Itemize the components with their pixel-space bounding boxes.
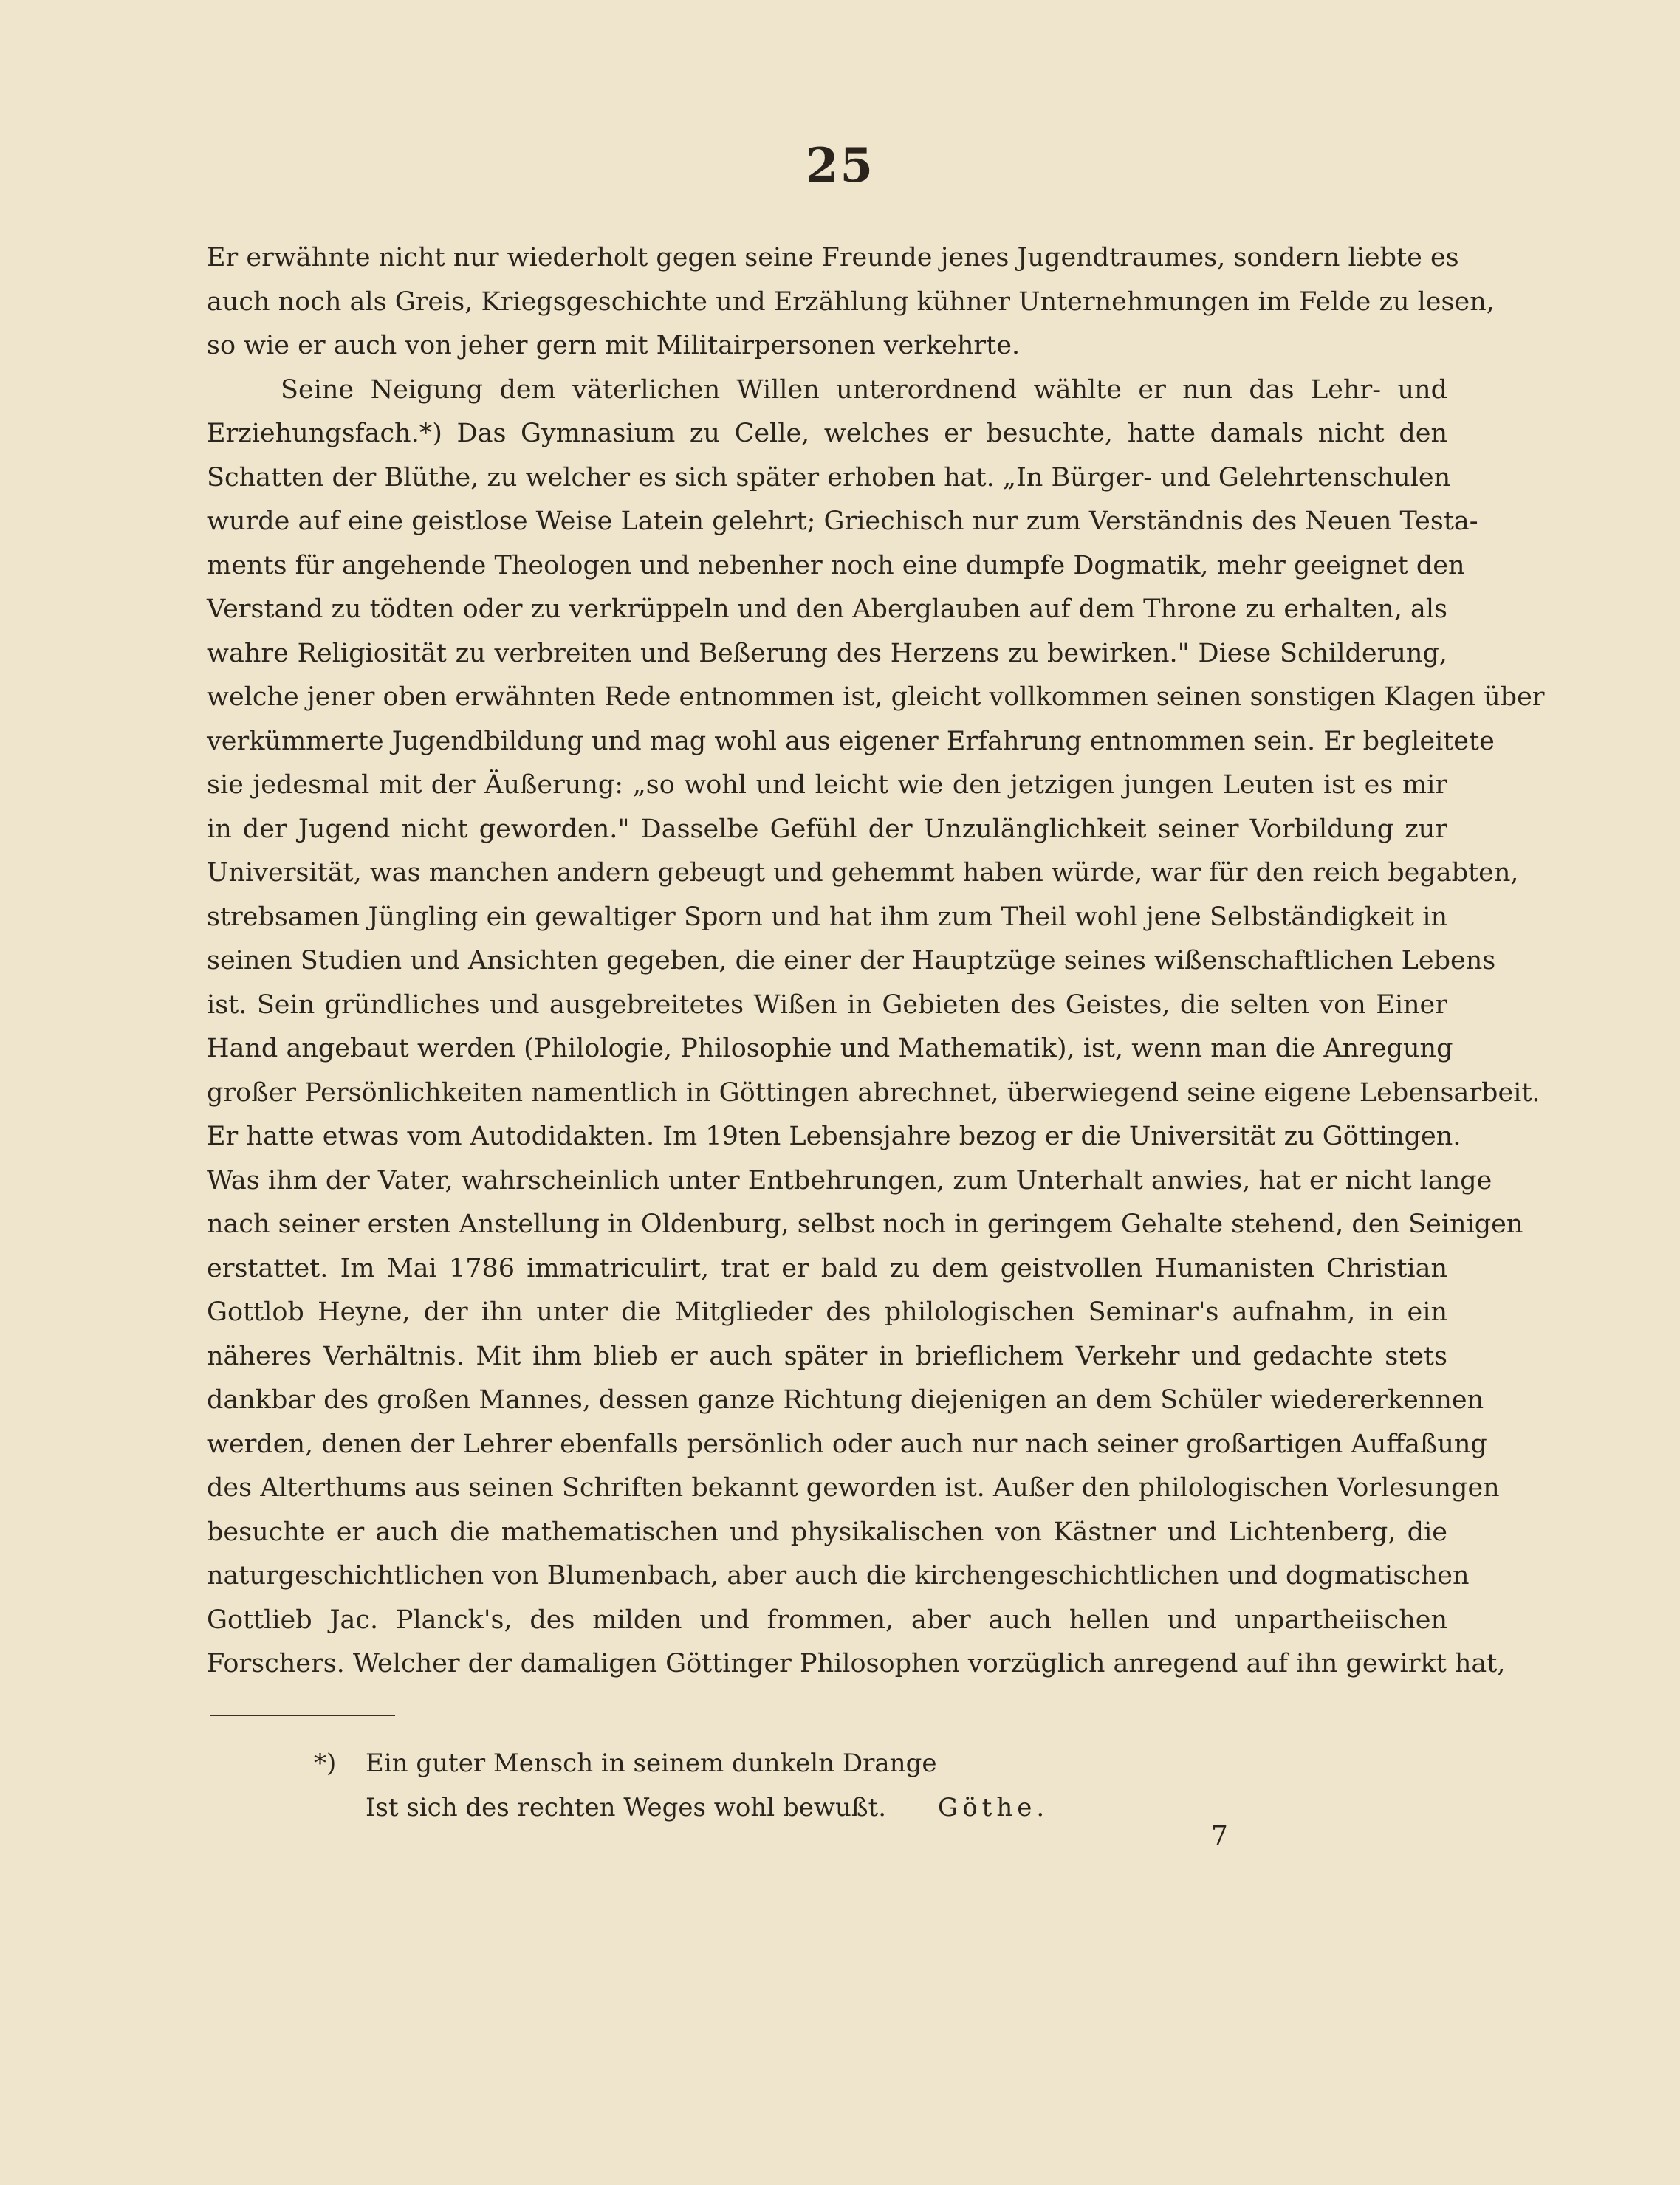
text-line: verkümmerte Jugendbildung und mag wohl aus eigener Erfahrung entnommen sein. Er begleitete [207, 726, 1495, 756]
footnote-divider [210, 1715, 395, 1716]
text-line: in der Jugend nicht geworden." Dasselbe Gefühl der Unzulänglichkeit seiner Vorbildung zur [207, 814, 1447, 844]
text-line: Schatten der Blüthe, zu welcher es sich später erhoben hat. „In Bürger- und Gelehrtenschulen [207, 462, 1451, 493]
text-line: des Alterthums aus seinen Schriften bekannt geworden ist. Außer den philologischen Vorlesungen [207, 1473, 1500, 1503]
footnote-marker: *) [314, 1749, 337, 1778]
text-line: Verstand zu tödten oder zu verkrüppeln und den Aberglauben auf dem Throne zu erhalten, als [207, 594, 1447, 624]
text-line: Forschers. Welcher der damaligen Göttinger Philosophen vorzüglich anregend auf ihn gewirkt hat, [207, 1649, 1506, 1678]
signature-mark: 7 [1211, 1821, 1228, 1851]
text-line: ments für angehende Theologen und nebenher noch eine dumpfe Dogmatik, mehr geeignet den [207, 550, 1465, 580]
text-line: dankbar des großen Mannes, dessen ganze Richtung diejenigen an dem Schüler wiedererkennen [207, 1385, 1484, 1415]
text-line: Hand angebaut werden (Philologie, Philosophie und Mathematik), ist, wenn man die Anregung [207, 1034, 1453, 1063]
footnote-line [314, 1741, 1049, 1786]
body-text [207, 236, 1545, 1687]
text-line: Universität, was manchen andern gebeugt und gehemmt haben würde, war für den reich begabten, [207, 858, 1519, 888]
text-line: Gottlob Heyne, der ihn unter die Mitglieder des philologischen Seminar's aufnahm, in ein [207, 1297, 1447, 1327]
text-line: so wie er auch von jeher gern mit Militairpersonen verkehrte. [207, 331, 1021, 360]
text-line: Seine Neigung dem väterlichen Willen unterordnend wählte er nun das Lehr- und [281, 374, 1447, 405]
footnote-text: Ein guter Mensch in seinem dunkeln Drange [366, 1749, 937, 1778]
footnote-attribution: Göthe. [938, 1793, 1049, 1822]
footnote-text: Ist sich des rechten Weges wohl bewußt. [366, 1793, 887, 1822]
text-line: Gottlieb Jac. Planck's, des milden und frommen, aber auch hellen und unpartheiischen [207, 1605, 1447, 1635]
text-line: besuchte er auch die mathematischen und physikalischen von Kästner und Lichtenberg, die [207, 1517, 1447, 1547]
text-line: strebsamen Jüngling ein gewaltiger Sporn und hat ihm zum Theil wohl jene Selbständigkeit in [207, 902, 1447, 932]
text-line: seinen Studien und Ansichten gegeben, die einer der Hauptzüge seines wißenschaftlichen Lebens [207, 946, 1496, 975]
text-line: ist. Sein gründliches und ausgebreitetes Wißen in Gebieten des Geistes, die selten von Einer [207, 989, 1447, 1020]
text-line: nach seiner ersten Anstellung in Oldenburg, selbst noch in geringem Gehalte stehend, den Seinigen [207, 1210, 1523, 1239]
text-line: erstattet. Im Mai 1786 immatriculirt, trat er bald zu dem geistvollen Humanisten Christian [207, 1253, 1447, 1283]
text-line: sie jedesmal mit der Äußerung: „so wohl und leicht wie den jetzigen jungen Leuten ist es mir [207, 770, 1447, 800]
text-line: näheres Verhältnis. Mit ihm blieb er auch später in brieflichem Verkehr und gedachte stets [207, 1341, 1447, 1371]
text-line: Was ihm der Vater, wahrscheinlich unter Entbehrungen, zum Unterhalt anwies, hat er nicht lange [207, 1165, 1492, 1196]
page-number: 25 [805, 138, 875, 193]
text-line: Er hatte etwas vom Autodidakten. Im 19ten Lebensjahre bezog er die Universität zu Göttingen. [207, 1122, 1461, 1151]
text-line: welche jener oben erwähnten Rede entnommen ist, gleicht vollkommen seinen sonstigen Klagen über [207, 682, 1545, 712]
text-line: wahre Religiosität zu verbreiten und Beßerung des Herzens zu bewirken." Diese Schilderung, [207, 638, 1447, 668]
footnote [314, 1741, 1049, 1830]
text-line: Er erwähnte nicht nur wiederholt gegen seine Freunde jenes Jugendtraumes, sondern liebte es [207, 243, 1459, 272]
text-line: wurde auf eine geistlose Weise Latein gelehrt; Griechisch nur zum Verständnis des Neuen Testa- [207, 507, 1478, 536]
text-line: großer Persönlichkeiten namentlich in Göttingen abrechnet, überwiegend seine eigene Lebensarbeit. [207, 1077, 1540, 1108]
text-line: naturgeschichtlichen von Blumenbach, aber auch die kirchengeschichtlichen und dogmatischen [207, 1561, 1470, 1591]
text-line: Erziehungsfach.*) Das Gymnasium zu Celle, welches er besuchte, hatte damals nicht den [207, 419, 1447, 448]
text-line: werden, denen der Lehrer ebenfalls persönlich oder auch nur nach seiner großartigen Auffaßung [207, 1429, 1487, 1459]
footnote-line [314, 1786, 1049, 1830]
text-line: auch noch als Greis, Kriegsgeschichte und Erzählung kühner Unternehmungen im Felde zu lesen, [207, 287, 1495, 317]
